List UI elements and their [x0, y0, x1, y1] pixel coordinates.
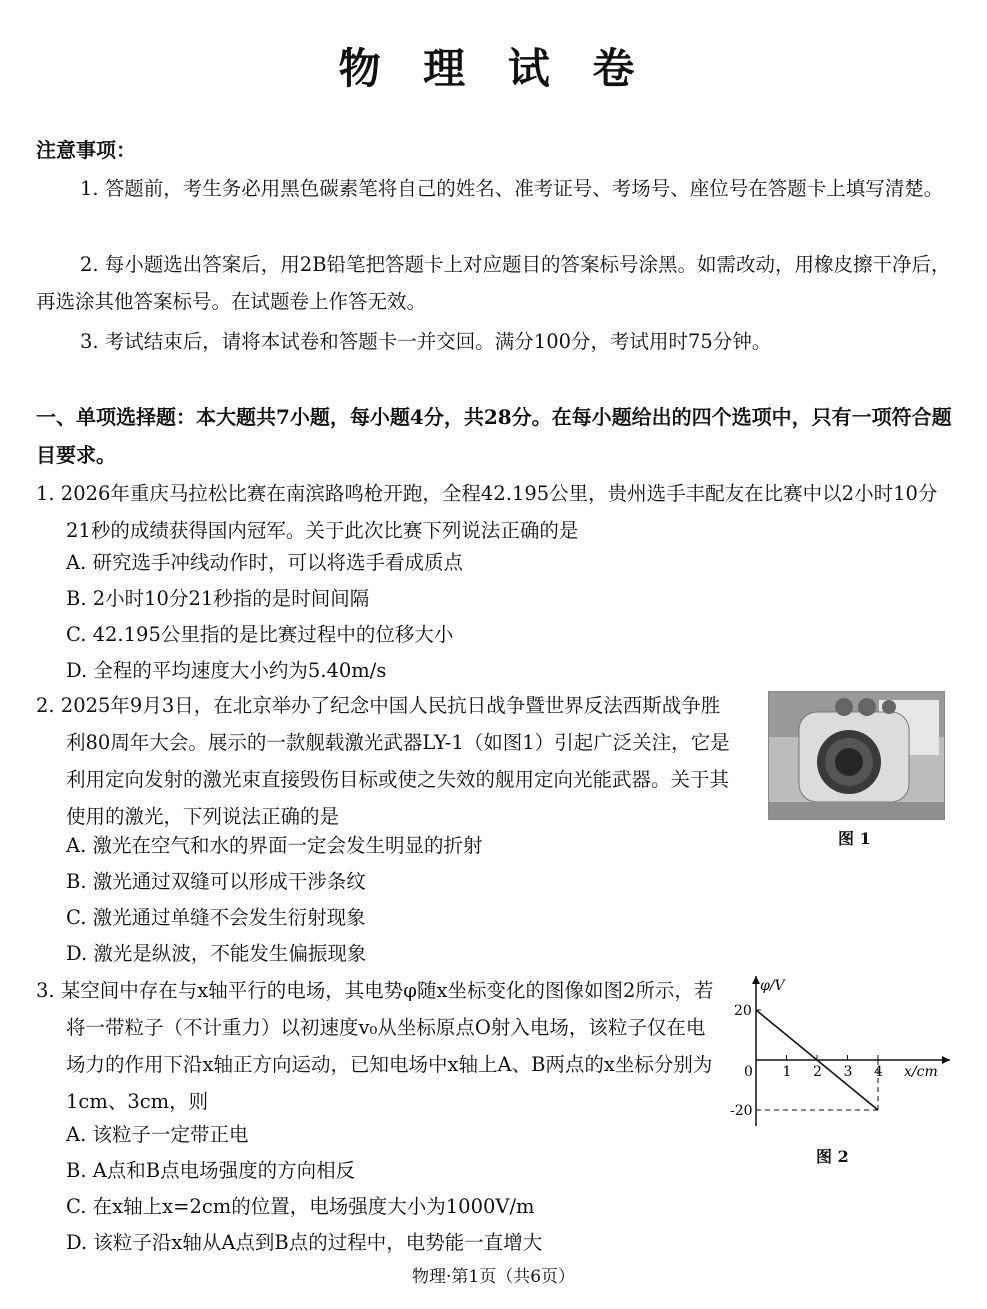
potential-graph	[718, 968, 958, 1138]
x-axis-arrow	[942, 1056, 950, 1064]
question-1-option-b: B. 2小时10分21秒指的是时间间隔	[66, 587, 370, 610]
question-1-stem: 1. 2026年重庆马拉松比赛在南滨路鸣枪开跑，全程42.195公里，贵州选手丰配友在比赛中以2小时10分21秒的成绩获得国内冠军。关于此次比赛下列说法正确的是	[36, 482, 938, 542]
notice-item-3: 3. 考试结束后，请将本试卷和答题卡一并交回。满分100分，考试用时75分钟。	[80, 330, 772, 353]
x-axis-label: x/cm	[904, 1064, 938, 1080]
notice-item-2: 2. 每小题选出答案后，用2B铅笔把答题卡上对应题目的答案标号涂黑。如需改动，用橡皮擦干净后，再选涂其他答案标号。在试题卷上作答无效。	[36, 253, 951, 313]
question-3-stem: 3. 某空间中存在与x轴平行的电场，其电势φ随x坐标变化的图像如图2所示，若将一带粒子（不计重力）以初速度v₀从坐标原点O射入电场，该粒子仅在电场力的作用下沿x轴正方向运动，已知电场中x轴上A、B两点的x坐标分别为1cm、3cm，则	[36, 979, 714, 1113]
x-tick-label-0: 0	[744, 1064, 753, 1080]
question-1-option-c: C. 42.195公里指的是比赛过程中的位移大小	[66, 623, 454, 646]
laser-weapon-photo	[768, 691, 945, 820]
x-tick-label-1: 1	[782, 1064, 792, 1080]
y-axis-label: φ/V	[760, 978, 785, 994]
question-3-option-d: D. 该粒子沿x轴从A点到B点的过程中，电势能一直增大	[66, 1231, 543, 1254]
question-2-option-b: B. 激光通过双缝可以形成干涉条纹	[66, 870, 366, 893]
y-axis-arrow	[752, 976, 760, 984]
question-1-option-a: A. 研究选手冲线动作时，可以将选手看成质点	[66, 551, 463, 574]
notice-heading: 注意事项：	[36, 138, 136, 162]
question-2-option-d: D. 激光是纵波，不能发生偏振现象	[66, 942, 367, 965]
x-tick-label-3: 3	[843, 1064, 853, 1080]
x-tick-label-2: 2	[813, 1064, 822, 1080]
question-2-stem: 2. 2025年9月3日，在北京举办了纪念中国人民抗日战争暨世界反法西斯战争胜利80周年大会。展示的一款舰载激光武器LY-1（如图1）引起广泛关注，它是利用定向发射的激光束直接毁伤目标或使之失效的舰用定向光能武器。关于其使用的激光，下列说法正确的是	[36, 694, 730, 828]
question-2-option-c: C. 激光通过单缝不会发生衍射现象	[66, 906, 366, 929]
notice-item-1: 1. 答题前，考生务必用黑色碳素笔将自己的姓名、准考证号、考场号、座位号在答题卡上填写清楚。	[80, 177, 944, 200]
question-2	[36, 687, 736, 835]
y-tick-label--20: -20	[730, 1103, 753, 1119]
question-1	[36, 475, 952, 549]
page-title: 物 理 试 卷	[338, 44, 649, 93]
question-3-option-b: B. A点和B点电场强度的方向相反	[66, 1159, 356, 1182]
question-1-option-d: D. 全程的平均速度大小约为5.40m/s	[66, 659, 387, 682]
question-3	[36, 972, 716, 1120]
y-tick-label-20: 20	[734, 1003, 752, 1019]
question-3-option-c: C. 在x轴上x=2cm的位置，电场强度大小为1000V/m	[66, 1195, 535, 1218]
question-2-option-a: A. 激光在空气和水的界面一定会发生明显的折射	[66, 834, 483, 857]
figure-2-caption: 图 2	[816, 1147, 849, 1166]
figure-1-caption: 图 1	[838, 829, 871, 848]
page-footer: 物理·第1页（共6页）	[411, 1267, 576, 1287]
question-3-option-a: A. 该粒子一定带正电	[66, 1123, 249, 1146]
x-tick-label-4: 4	[874, 1064, 883, 1080]
section-heading: 一、单项选择题：本大题共7小题，每小题4分，共28分。在每小题给出的四个选项中，只有一项符合题目要求。	[36, 405, 952, 467]
